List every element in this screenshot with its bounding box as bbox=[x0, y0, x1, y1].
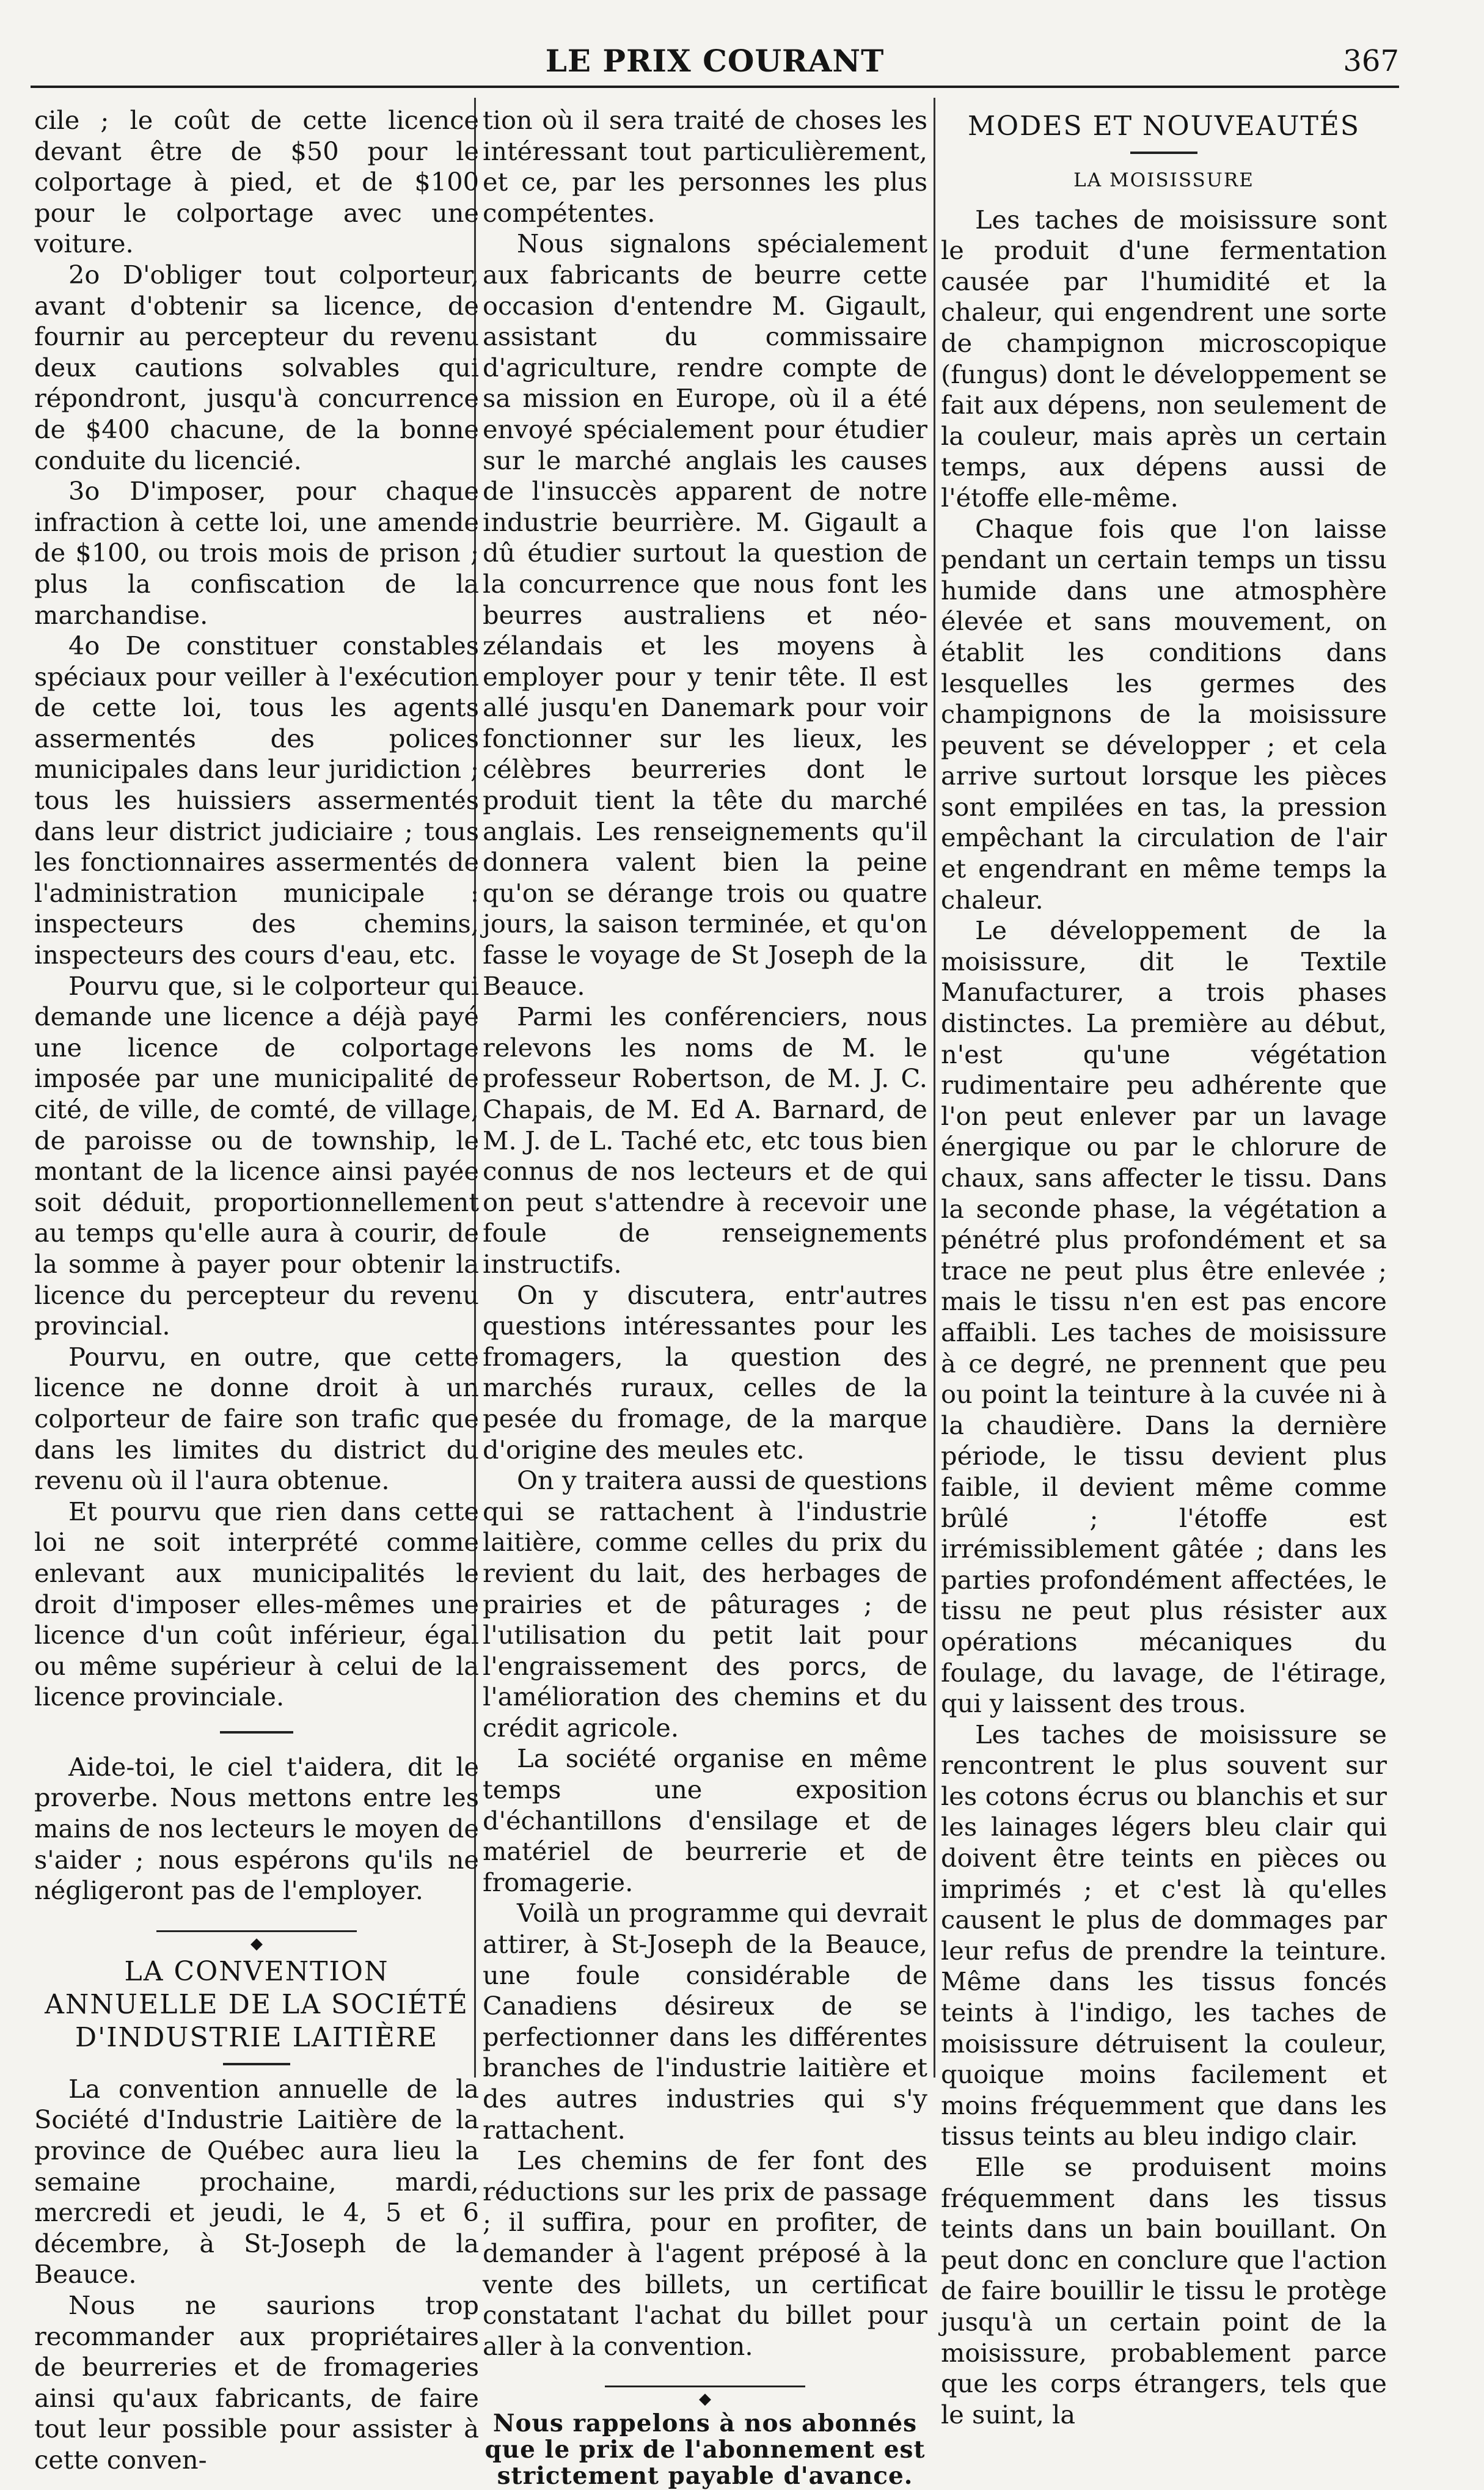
paragraph: tion où il sera traité de choses les intéressant tout particulièrement, et ce, par les personnes les plus compétentes. bbox=[483, 105, 927, 228]
paragraph: Elle se produisent moins fréquemment dans les tissus teints dans un bain bouillant. On peut donc en conclure que l'action de faire bouillir le tissu le protège jusqu'à un certain point de la moisissure, probablement parce que les corps étrangers, tels que le suint, la bbox=[941, 2152, 1387, 2430]
article-subtitle: LA MOISISSURE bbox=[1073, 169, 1254, 191]
page-header bbox=[31, 37, 1399, 88]
paragraph: La convention annuelle de la Société d'Industrie Laitière de la province de Québec aura lieu la semaine prochaine, mardi, mercredi et jeudi, le 4, 5 et 6 décembre, à St-Joseph de la Beauce. bbox=[34, 2073, 479, 2290]
paragraph: Nous ne saurions trop recommander aux propriétaires de beurreries et de fromageries ainsi qu'aux fabricants, de faire tout leur possible pour assister à cette conven- bbox=[34, 2290, 479, 2475]
ornament-divider bbox=[34, 1925, 479, 1953]
paragraph: Les chemins de fer font des réductions sur les prix de passage ; il suffira, pour en profiter, de demander à l'agent préposé à la vente des billets, un certificat constatant l'achat du billet pour aller à la convention. bbox=[483, 2145, 927, 2361]
paragraph: Voilà un programme qui devrait attirer, à St-Joseph de la Beauce, une foule considérable de Canadiens désireux de se perfectionner dans les différentes branches de l'industrie laitière et des autres industries qui s'y rattachent. bbox=[483, 1898, 927, 2145]
paragraph: 3o D'imposer, pour chaque infraction à cette loi, une amende de $100, ou trois mois de prison ; plus la confiscation de la marchandise. bbox=[34, 476, 479, 630]
paragraph: Et pourvu que rien dans cette loi ne soit interprété comme enlevant aux municipalités le droit d'imposer elles-mêmes une licence d'un coût inférieur, égal ou même supérieur à celui de la licence provinciale. bbox=[34, 1496, 479, 1712]
paragraph: Chaque fois que l'on laisse pendant un certain temps un tissu humide dans une atmosphère élevée et sans mouvement, on établit les conditions dans lesquelles les germes des champignons de la moisissure peuvent se développer ; et cela arrive surtout lorsque les pièces sont empilées en tas, la pression empêchant la circulation de l'air et engendrant en même temps la chaleur. bbox=[941, 513, 1387, 915]
title-rule bbox=[1130, 152, 1197, 154]
diamond-ornament-icon: ◆ bbox=[246, 1935, 268, 1953]
paragraph: Les taches de moisissure se rencontrent le plus souvent sur les cotons écrus ou blanchis et sur les lainages légers bleu clair qui doivent être teints en pièces ou imprimés ; et c'est là qu'elles causent le plus de dommages par leur refus de prendre la teinture. Même dans les tissus foncés teints à l'indigo, les taches de moisissure détruisent la couleur, quoique moins facilement et moins fréquemment que dans les tissus teints au bleu indigo clair. bbox=[941, 1719, 1387, 2151]
paragraph: Aide-toi, le ciel t'aidera, dit le proverbe. Nous mettons entre les mains de nos lecteurs le moyen de s'aider ; nous espérons qu'ils ne négligeront pas de l'employer. bbox=[34, 1751, 479, 1906]
ornament-divider bbox=[483, 2380, 927, 2409]
title-rule bbox=[223, 2063, 290, 2065]
paragraph: 4o De constituer constables spéciaux pour veiller à l'exécution de cette loi, tous les agents assermentés des polices municipales dans leur juridiction ; tous les huissiers assermentés dans leur district judiciaire ; tous les fonctionnaires assermentés de l'administration municipale : inspecteurs des chemins, inspecteurs des cours d'eau, etc. bbox=[34, 631, 479, 970]
diamond-ornament-icon: ◆ bbox=[694, 2390, 716, 2408]
page-number: 367 bbox=[1343, 44, 1399, 78]
subscription-notice: Nous rappelons à nos abonnés que le prix de l'abonnement est strictement payable d'avance. bbox=[484, 2409, 926, 2490]
paragraph: On y traitera aussi de questions qui se rattachent à l'industrie laitière, comme celles du prix du revient du lait, des herbages de prairies et de pâturages ; de l'utilisation du petit lait pour l'engraissement des porcs, de l'amélioration des chemins et du crédit agricole. bbox=[483, 1465, 927, 1743]
paragraph: La société organise en même temps une exposition d'échantillons d'ensilage et de matériel de beurrerie et de fromagerie. bbox=[483, 1743, 927, 1897]
paragraph: On y discutera, entr'autres questions intéressantes pour les fromagers, la question des marchés ruraux, celles de la pesée du fromage, de la marque d'origine des meules etc. bbox=[483, 1280, 927, 1465]
paragraph: Parmi les conférenciers, nous relevons les noms de M. le professeur Robertson, de M. J. C. Chapais, de M. Ed A. Barnard, de M. J. de L. Taché etc, etc tous bien connus de nos lecteurs et de qui on peut s'attendre à recevoir une foule de renseignements instructifs. bbox=[483, 1001, 927, 1279]
paragraph: Les taches de moisissure sont le produit d'une fermentation causée par l'humidité et la chaleur, qui engendrent une sorte de champignon microscopique (fungus) dont le développement se fait aux dépens, non seulement de la couleur, mais après un certain temps, aux dépens aussi de l'étoffe elle-même. bbox=[941, 204, 1387, 513]
column-divider bbox=[934, 98, 935, 2078]
paragraph: Nous signalons spécialement aux fabricants de beurre cette occasion d'entendre M. Gigault, assistant du commissaire d'agriculture, rendre compte de sa mission en Europe, où il a été envoyé spécialement pour étudier sur le marché anglais les causes de l'insuccès apparent de notre industrie beurrière. M. Gigault a dû étudier surtout la question de la concurrence que nous font les beurres australiens et néo-zélandais et les moyens à employer pour y tenir tête. Il est allé jusqu'en Danemark pour voir fonctionner sur les lieux, les célèbres beurreries dont le produit tient la tête du marché anglais. Les renseignements qu'il donnera valent bien la peine qu'on se dérange trois ou quatre jours, la saison terminée, et qu'on fasse le voyage de St Joseph de la Beauce. bbox=[483, 229, 927, 1001]
masthead-title: LE PRIX COURANT bbox=[545, 43, 885, 79]
article-title: LA CONVENTION ANNUELLE DE LA SOCIÉTÉ D'INDUSTRIE LAITIÈRE bbox=[45, 1955, 469, 2053]
column-right bbox=[941, 105, 1387, 2430]
paragraph: Le développement de la moisissure, dit le Textile Manufacturer, a trois phases distinctes. La première au début, n'est qu'une végétation rudimentaire peu adhérente que l'on peut enlever par un lavage énergique ou par le chlorure de chaux, sans affecter le tissu. Dans la seconde phase, la végétation a pénétré plus profondément et sa trace ne peut plus être enlevée ; mais le tissu n'en est pas encore affaibli. Les taches de moisissure à ce degré, ne prennent que peu ou point la teinture à la cuvée ni à la chaudière. Dans la dernière période, le tissu devient plus faible, il devient même comme brûlé ; l'étoffe est irrémissiblement gâtée ; dans les parties profondément affectées, le tissu ne peut plus résister aux opérations mécaniques du foulage, du lavage, de l'étirage, qui y laissent des trous. bbox=[941, 915, 1387, 1719]
section-title: MODES ET NOUVEAUTÉS bbox=[967, 111, 1361, 142]
column-middle bbox=[483, 105, 927, 2490]
paragraph: Pourvu, en outre, que cette licence ne donne droit à un colporteur de faire son trafic que dans les limites du district du revenu où il l'aura obtenue. bbox=[34, 1341, 479, 1496]
section-divider bbox=[220, 1731, 293, 1734]
paragraph: cile ; le coût de cette licence devant être de $50 pour le colportage à pied, et de $100 pour le colportage avec une voiture. bbox=[34, 105, 479, 259]
paragraph: 2o D'obliger tout colporteur, avant d'obtenir sa licence, de fournir au percepteur du revenu deux cautions solvables qui répondront, jusqu'à concurrence de $400 chacune, de la bonne conduite du licencié. bbox=[34, 259, 479, 475]
column-left bbox=[34, 105, 479, 2475]
paragraph: Pourvu que, si le colporteur qui demande une licence a déjà payé une licence de colportage imposée par une municipalité de cité, de ville, de comté, de village, de paroisse ou de township, le montant de la licence ainsi payée soit déduit, proportionnellement au temps qu'elle aura à courir, de la somme à payer pour obtenir la licence du percepteur du revenu provincial. bbox=[34, 970, 479, 1341]
